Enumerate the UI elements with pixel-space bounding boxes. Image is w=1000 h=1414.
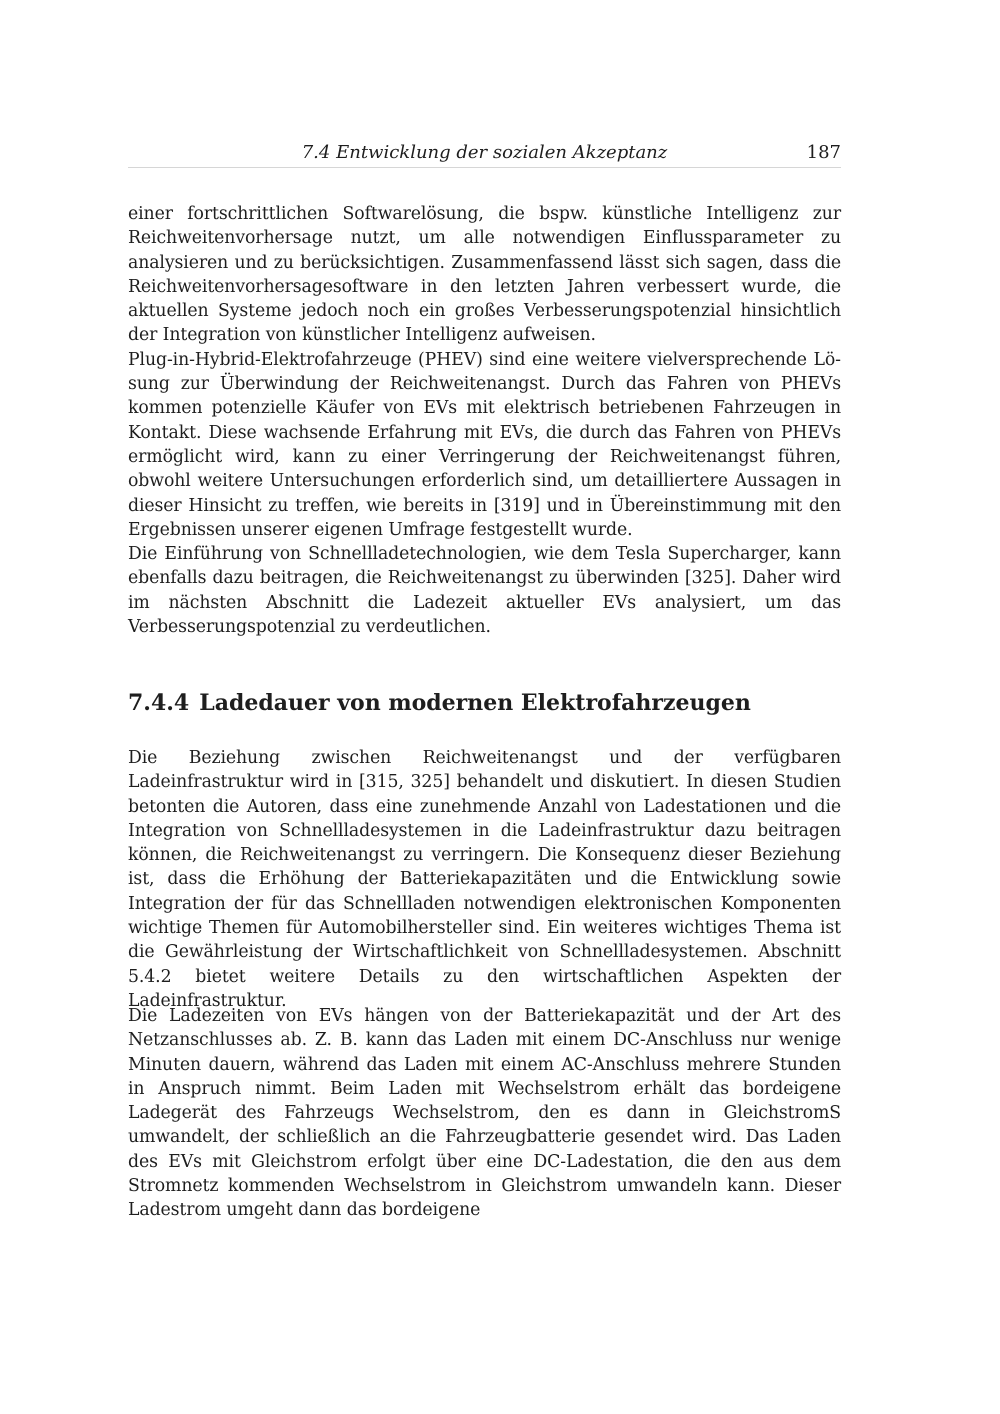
section-heading: [128, 688, 841, 718]
paragraph: einer fortschrittlichen Softwarelösung, die bspw. künstliche Intelligenz zur Reichweitenvorhersage nutzt, um alle notwendigen Einflussparameter zu analysieren und zu berücksichtigen. Zusammenfassend lässt sich sagen, dass die Reichweitenvorhersagesoftware in den letzten Jahren verbessert wurde, die aktuellen Systeme jedoch noch ein großes Verbesserungspotenzial hinsichtlich der Integration von künstlicher Intelligenz aufweisen.: [128, 204, 841, 346]
running-title: 7.4 Entwicklung der sozialen Akzeptanz: [301, 142, 668, 163]
text-block-section: [128, 746, 841, 1013]
section-number: 7.4.4: [128, 690, 190, 716]
section-title: Ladedauer von modernen Elektrofahrzeugen: [199, 690, 751, 716]
running-header: [128, 143, 841, 168]
paragraph: Die Einführung von Schnellladetechnologien, wie dem Tesla Supercharger, kann ebenfalls dazu beitragen, die Reichweitenangst zu überwinden [325]. Daher wird im nächsten Abschnitt die Ladezeit aktueller EVs analysiert, um das Verbesserungspotenzial zu verdeutlichen.: [128, 544, 841, 638]
paragraph: Plug-in-Hybrid-Elektrofahrzeuge (PHEV) sind eine weitere vielversprechende Lösung zur Überwindung der Reichweitenangst. Durch das Fahren von PHEVs kommen potenzielle Käufer von EVs mit elektrisch betriebenen Fahrzeugen in Kontakt. Diese wachsende Erfahrung mit EVs, die durch das Fahren von PHEVs ermöglicht wird, kann zu einer Verringerung der Reichweitenangst führen, obwohl weitere Untersuchungen erforderlich sind, um detailliertere Aussagen in dieser Hinsicht zu treffen, wie bereits in [319] und in Übereinstimmung mit den Ergebnissen unserer eigenen Umfrage festgestellt wurde.: [128, 349, 841, 540]
paragraph: Die Ladezeiten von EVs hängen von der Batteriekapazität und der Art des Netzanschlusses ab. Z. B. kann das Laden mit einem DC-Anschluss nur wenige Minuten dauern, während das Laden mit einem AC-Anschluss mehrere Stunden in Anspruch nimmt. Beim Laden mit Wechselstrom erhält das bordeigene Ladegerät des Fahrzeugs Wechselstrom, den es dann in GleichstromS umwandelt, der schließlich an die Fahrzeugbatterie gesendet wird. Das Laden des EVs mit Gleichstrom erfolgt über eine DC-Ladestation, die den aus dem Stromnetz kommenden Wechselstrom in Gleichstrom umwandeln kann. Dieser Ladestrom umgeht dann das bordeigene: [128, 1006, 841, 1221]
text-block-intro: [128, 202, 841, 639]
paragraph: Die Beziehung zwischen Reichweitenangst und der verfügbaren Ladeinfrastruktur wird in [315, 325] behandelt und diskutiert. In diesen Studien betonten die Autoren, dass eine zunehmende Anzahl von Ladestationen und die Integration von Schnellladesystemen in die Ladeinfrastruktur dazu beitragen können, die Reichweitenangst zu verringern. Die Konsequenz dieser Beziehung ist, dass die Erhöhung der Batteriekapazitäten und die Entwicklung sowie Integration der für das Schnellladen notwendigen elektronischen Komponenten wichtige Themen für Automobilhersteller sind. Ein weiteres wichtiges Thema ist die Gewährleistung der Wirtschaftlichkeit von Schnellladesystemen. Abschnitt 5.4.2 bietet weitere Details zu den wirtschaftlichen Aspekten der Ladeinfrastruktur.: [128, 748, 841, 1011]
text-block-charging-times: [128, 1004, 841, 1223]
page-number: 187: [806, 142, 841, 163]
